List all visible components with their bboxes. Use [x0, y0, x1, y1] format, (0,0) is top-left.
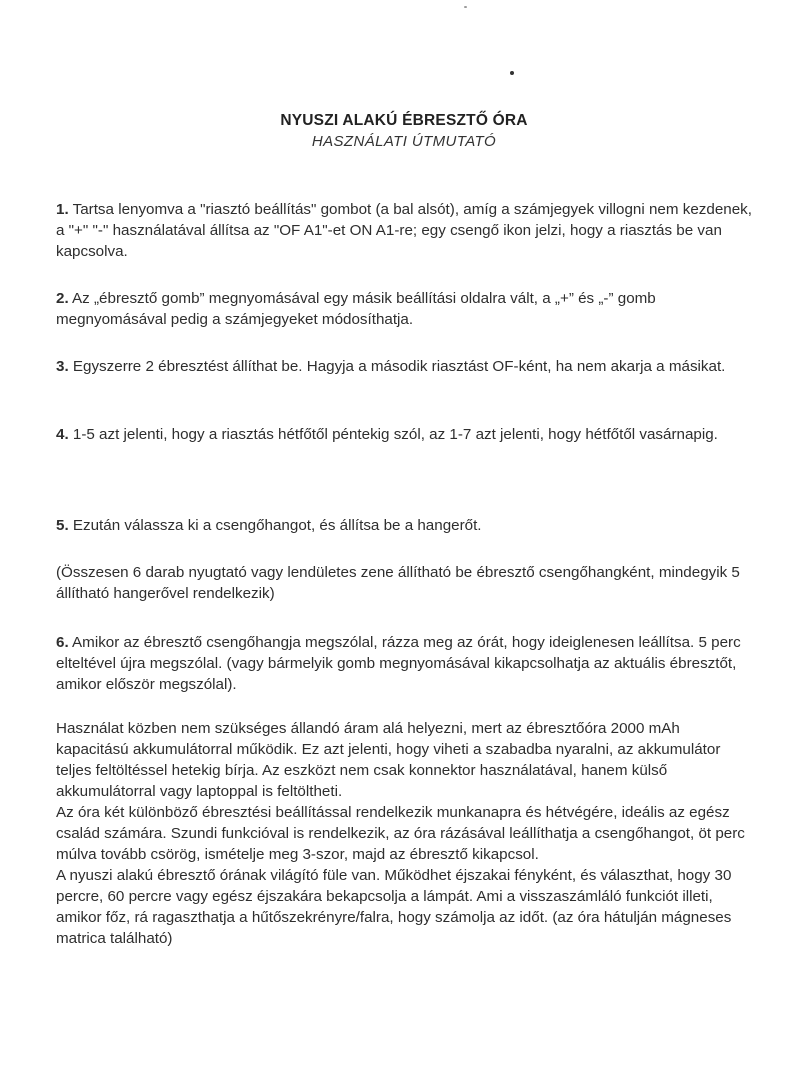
step-text: Tartsa lenyomva a "riasztó beállítás" gombot (a bal alsót), amíg a számjegyek villogni nem kezdenek, a "+" "-" használatával állítsa az "OF A1"-et ON A1-re; egy csengő ikon jelzi, hogy a riasztás be van kapcsolva.	[56, 201, 752, 260]
step-1	[56, 199, 756, 262]
note-text: (Összesen 6 darab nyugtató vagy lendületes zene állítható be ébresztő csengőhangként, mindegyik 5 állítható hangerővel rendelkezik)	[56, 564, 740, 602]
step-text: Ezután válassza ki a csengőhangot, és állítsa be a hangerőt.	[68, 517, 482, 534]
paragraph-battery: Használat közben nem szükséges állandó áram alá helyezni, mert az ébresztőóra 2000 mAh kapacitású akkumulátorral működik. Ez azt jelenti, hogy viheti a szabadba nyaralni, az akkumulátor teljes feltöltéssel hetekig bírja. Az eszközt nem csak konnektor használatával, hanem külső akkumulátorral vagy laptoppal is feltöltheti.	[56, 720, 721, 800]
document-subtitle: HASZNÁLATI ÚTMUTATÓ	[311, 133, 497, 150]
step-text: Amikor az ébresztő csengőhangja megszólal, rázza meg az órát, hogy ideiglenesen leállítsa. 5 perc elteltével újra megszólal. (vagy bármelyik gomb megnyomásával kikapcsolhatja az aktuális ébresztőt, amikor először megszólal).	[56, 634, 741, 693]
step-number: 2.	[56, 290, 69, 307]
step-number: 5.	[56, 517, 69, 534]
description-block	[56, 718, 756, 949]
scan-dot	[510, 71, 514, 75]
step-text: Az „ébresztő gomb” megnyomásával egy másik beállítási oldalra vált, a „+” és „-” gomb megnyomásával pedig a számjegyeket módosíthatja.	[56, 290, 656, 328]
step-3	[56, 356, 756, 377]
step-6	[56, 632, 756, 695]
document-header	[0, 112, 800, 150]
step-number: 6.	[56, 634, 69, 651]
scan-speck	[464, 6, 467, 8]
paragraph-light: A nyuszi alakú ébresztő órának világító füle van. Működhet éjszakai fényként, és választhat, hogy 30 percre, 60 percre vagy egész éjszakára bekapcsolja a lámpát. Ami a visszaszámláló funkciót illeti, amikor főz, rá ragaszthatja a hűtőszekrényre/falra, hogy számolja az időt. (az óra hátulján mágneses matrica található)	[56, 867, 732, 947]
step-text: Egyszerre 2 ébresztést állíthat be. Hagyja a második riasztást OF-ként, ha nem akarja a másikat.	[68, 358, 726, 375]
ringtone-note	[56, 562, 756, 604]
step-2	[56, 288, 756, 330]
step-text: 1-5 azt jelenti, hogy a riasztás hétfőtől péntekig szól, az 1-7 azt jelenti, hogy hétfőtől vasárnapig.	[68, 426, 718, 443]
paragraph-settings: Az óra két különböző ébresztési beállítással rendelkezik munkanapra és hétvégére, ideális az egész család számára. Szundi funkcióval is rendelkezik, az óra rázásával leállíthatja a csengőhangot, öt perc múlva tovább csörög, ismételje meg 3-szor, majd az ébresztő kikapcsol.	[56, 804, 745, 863]
step-number: 3.	[56, 358, 69, 375]
step-4	[56, 424, 756, 445]
document-title: NYUSZI ALAKÚ ÉBRESZTŐ ÓRA	[280, 112, 528, 129]
step-number: 1.	[56, 201, 69, 218]
step-5	[56, 515, 756, 536]
step-number: 4.	[56, 426, 69, 443]
